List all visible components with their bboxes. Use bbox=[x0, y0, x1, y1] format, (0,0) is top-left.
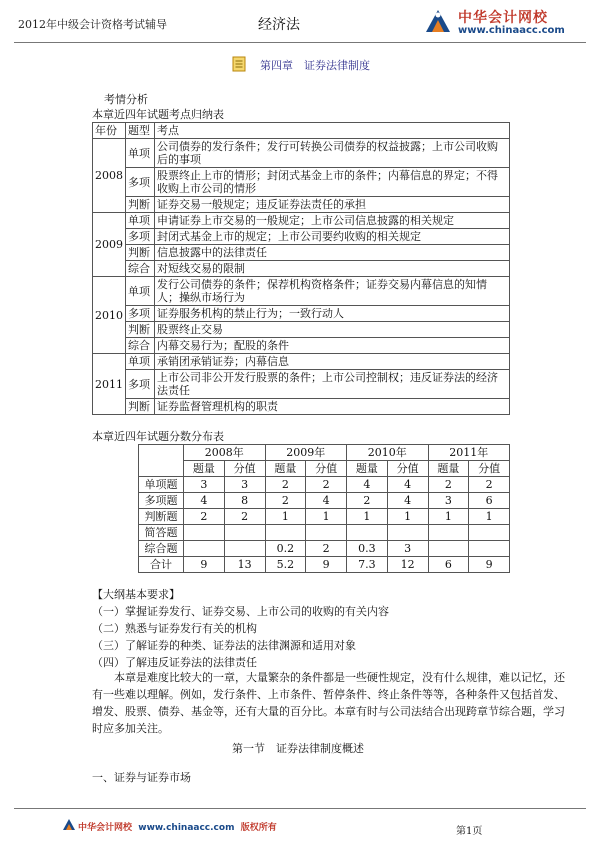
value-cell bbox=[387, 525, 428, 541]
table-row bbox=[93, 370, 510, 399]
exam-point-cell: 证券交易一般规定；违反证券法责任的承担 bbox=[155, 197, 510, 213]
value-cell bbox=[224, 525, 265, 541]
value-cell: 1 bbox=[387, 509, 428, 525]
value-cell bbox=[184, 541, 225, 557]
value-cell bbox=[347, 525, 388, 541]
value-cell: 0.3 bbox=[347, 541, 388, 557]
document-icon bbox=[232, 56, 246, 72]
value-cell bbox=[428, 525, 469, 541]
value-cell: 13 bbox=[224, 557, 265, 573]
count-header: 题量 bbox=[265, 461, 306, 477]
exam-point-cell: 证券监督管理机构的职责 bbox=[155, 399, 510, 415]
question-type-cell: 判断 bbox=[126, 197, 155, 213]
year-cell: 2009 bbox=[93, 213, 126, 277]
score-header: 分值 bbox=[306, 461, 347, 477]
value-cell: 1 bbox=[265, 509, 306, 525]
value-cell: 2 bbox=[265, 493, 306, 509]
outline-item: （四）了解违反证券法的法律责任 bbox=[92, 656, 257, 669]
question-type-cell: 多项 bbox=[126, 370, 155, 399]
row-label: 多项题 bbox=[139, 493, 184, 509]
year-header: 2011年 bbox=[428, 445, 510, 461]
question-type-cell: 单项 bbox=[126, 277, 155, 306]
table-row bbox=[93, 139, 510, 168]
value-cell: 2 bbox=[428, 477, 469, 493]
exam-point-cell: 信息披露中的法律责任 bbox=[155, 245, 510, 261]
value-cell bbox=[184, 525, 225, 541]
exam-points-table bbox=[92, 122, 510, 415]
table-row bbox=[93, 338, 510, 354]
value-cell: 1 bbox=[347, 509, 388, 525]
chapter-title: 第四章 证券法律制度 bbox=[260, 59, 370, 72]
value-cell: 4 bbox=[387, 477, 428, 493]
value-cell: 1 bbox=[428, 509, 469, 525]
footer-divider bbox=[14, 808, 586, 809]
value-cell bbox=[428, 541, 469, 557]
value-cell: 3 bbox=[428, 493, 469, 509]
value-cell: 3 bbox=[224, 477, 265, 493]
exam-point-cell: 上市公司非公开发行股票的条件；上市公司控制权；违反证券法的经济法责任 bbox=[155, 370, 510, 399]
table-row bbox=[93, 229, 510, 245]
footer-brand-name: 中华会计网校 bbox=[78, 823, 133, 833]
year-header: 年份 bbox=[93, 123, 126, 139]
value-cell bbox=[224, 541, 265, 557]
value-cell bbox=[469, 541, 510, 557]
footer-copyright: 版权所有 bbox=[240, 823, 277, 833]
table-row bbox=[93, 168, 510, 197]
value-cell: 2 bbox=[347, 493, 388, 509]
footer-brand-url: www.chinaacc.com bbox=[138, 823, 235, 833]
page-footer bbox=[0, 808, 600, 850]
paragraph-line: 本章是难度比较大的一章，大量繁杂的条件都是一些硬性规定，没有什么规律，难以记忆，还 bbox=[114, 671, 565, 684]
exam-point-cell: 对短线交易的限制 bbox=[155, 261, 510, 277]
exam-point-cell: 股票终止交易 bbox=[155, 322, 510, 338]
table-row bbox=[93, 197, 510, 213]
paragraph-line: 时应多加关注。 bbox=[92, 722, 169, 735]
outline-heading: 【大纲基本要求】 bbox=[92, 588, 180, 601]
year-cell: 2008 bbox=[93, 139, 126, 213]
row-label: 单项题 bbox=[139, 477, 184, 493]
value-cell: 2 bbox=[306, 541, 347, 557]
analysis-heading: 考情分析 bbox=[104, 93, 148, 106]
paragraph-line: 增发、股票、债券、基金等，还有大量的百分比。本章有时与公司法结合出现跨章节综合题，学习 bbox=[92, 705, 565, 718]
table-row bbox=[93, 322, 510, 338]
exam-point-cell: 发行公司债券的条件；保荐机构资格条件；证券交易内幕信息的知情人；操纵市场行为 bbox=[155, 277, 510, 306]
section-title: 第一节 证券法律制度概述 bbox=[232, 742, 364, 755]
table-row bbox=[93, 306, 510, 322]
year-header: 2008年 bbox=[184, 445, 266, 461]
year-header: 2010年 bbox=[347, 445, 429, 461]
table-row bbox=[93, 277, 510, 306]
page-number: 第1页 bbox=[456, 826, 483, 837]
row-label: 简答题 bbox=[139, 525, 184, 541]
question-type-cell: 综合 bbox=[126, 338, 155, 354]
question-type-cell: 单项 bbox=[126, 213, 155, 229]
score-header: 分值 bbox=[387, 461, 428, 477]
logo-name: 中华会计网校 bbox=[458, 10, 548, 26]
value-cell: 5.2 bbox=[265, 557, 306, 573]
subsection-title: 一、证券与证券市场 bbox=[92, 771, 191, 784]
value-cell: 4 bbox=[306, 493, 347, 509]
value-cell: 0.2 bbox=[265, 541, 306, 557]
table-row bbox=[139, 541, 510, 557]
table2-caption: 本章近四年试题分数分布表 bbox=[92, 430, 224, 443]
row-label: 综合题 bbox=[139, 541, 184, 557]
value-cell: 12 bbox=[387, 557, 428, 573]
year-header-row bbox=[139, 445, 510, 461]
value-cell: 3 bbox=[387, 541, 428, 557]
exam-point-cell: 股票终止上市的情形；封闭式基金上市的条件；内幕信息的界定；不得收购上市公司的情形 bbox=[155, 168, 510, 197]
value-cell: 4 bbox=[347, 477, 388, 493]
exam-point-cell: 申请证券上市交易的一般规定；上市公司信息披露的相关规定 bbox=[155, 213, 510, 229]
value-cell: 1 bbox=[469, 509, 510, 525]
value-cell: 2 bbox=[224, 509, 265, 525]
outline-item: （二）熟悉与证券发行有关的机构 bbox=[92, 622, 257, 635]
score-header: 分值 bbox=[224, 461, 265, 477]
year-cell: 2011 bbox=[93, 354, 126, 415]
question-type-cell: 判断 bbox=[126, 399, 155, 415]
value-cell bbox=[306, 525, 347, 541]
table-row bbox=[93, 261, 510, 277]
question-type-cell: 多项 bbox=[126, 229, 155, 245]
value-cell: 7.3 bbox=[347, 557, 388, 573]
table-row bbox=[139, 557, 510, 573]
header-divider bbox=[14, 42, 586, 43]
table-row bbox=[139, 525, 510, 541]
value-cell: 9 bbox=[306, 557, 347, 573]
count-header: 题量 bbox=[184, 461, 225, 477]
paragraph-line: 有一些难以理解。例如，发行条件、上市条件、暂停条件、终止条件等等，各种条件又包括首发、 bbox=[92, 688, 565, 701]
table-row bbox=[93, 213, 510, 229]
page-header bbox=[0, 0, 600, 48]
value-cell: 6 bbox=[428, 557, 469, 573]
header-course-title: 2012年中级会计资格考试辅导 bbox=[18, 18, 167, 31]
year-header: 2009年 bbox=[265, 445, 347, 461]
footer-logo-icon bbox=[62, 818, 76, 832]
brand-logo[interactable] bbox=[422, 4, 582, 42]
value-cell: 9 bbox=[469, 557, 510, 573]
value-cell: 2 bbox=[469, 477, 510, 493]
footer-brand[interactable] bbox=[78, 820, 277, 833]
table-row bbox=[93, 245, 510, 261]
value-cell: 9 bbox=[184, 557, 225, 573]
outline-item: （一）掌握证券发行、证券交易、上市公司的收购的有关内容 bbox=[92, 605, 389, 618]
question-type-cell: 判断 bbox=[126, 322, 155, 338]
type-header: 题型 bbox=[126, 123, 155, 139]
table-header-row bbox=[93, 123, 510, 139]
value-cell: 4 bbox=[184, 493, 225, 509]
year-cell: 2010 bbox=[93, 277, 126, 354]
score-header: 分值 bbox=[469, 461, 510, 477]
table-row bbox=[139, 477, 510, 493]
exam-point-cell: 公司债券的发行条件；发行可转换公司债券的权益披露；上市公司收购后的事项 bbox=[155, 139, 510, 168]
question-type-cell: 判断 bbox=[126, 245, 155, 261]
point-header: 考点 bbox=[155, 123, 510, 139]
question-type-cell: 多项 bbox=[126, 168, 155, 197]
exam-point-cell: 证券服务机构的禁止行为；一致行动人 bbox=[155, 306, 510, 322]
row-label: 合计 bbox=[139, 557, 184, 573]
logo-mark-icon bbox=[422, 6, 454, 38]
value-cell bbox=[265, 525, 306, 541]
value-cell: 2 bbox=[265, 477, 306, 493]
value-cell: 8 bbox=[224, 493, 265, 509]
table-row bbox=[93, 399, 510, 415]
table-row bbox=[139, 493, 510, 509]
exam-point-cell: 承销团承销证券；内幕信息 bbox=[155, 354, 510, 370]
table-row bbox=[93, 354, 510, 370]
outline-item: （三）了解证券的种类、证券法的法律渊源和适用对象 bbox=[92, 639, 356, 652]
table1-caption: 本章近四年试题考点归纳表 bbox=[92, 108, 224, 121]
corner-cell bbox=[139, 445, 184, 477]
count-header: 题量 bbox=[428, 461, 469, 477]
value-cell: 2 bbox=[306, 477, 347, 493]
value-cell: 3 bbox=[184, 477, 225, 493]
question-type-cell: 单项 bbox=[126, 139, 155, 168]
value-cell: 2 bbox=[184, 509, 225, 525]
value-cell bbox=[469, 525, 510, 541]
exam-point-cell: 内幕交易行为；配股的条件 bbox=[155, 338, 510, 354]
subheader-row bbox=[139, 461, 510, 477]
value-cell: 6 bbox=[469, 493, 510, 509]
question-type-cell: 多项 bbox=[126, 306, 155, 322]
logo-url: www.chinaacc.com bbox=[458, 25, 565, 36]
question-type-cell: 综合 bbox=[126, 261, 155, 277]
question-type-cell: 单项 bbox=[126, 354, 155, 370]
header-subject: 经济法 bbox=[258, 17, 300, 33]
row-label: 判断题 bbox=[139, 509, 184, 525]
score-distribution-table bbox=[138, 444, 510, 573]
value-cell: 1 bbox=[306, 509, 347, 525]
value-cell: 4 bbox=[387, 493, 428, 509]
count-header: 题量 bbox=[347, 461, 388, 477]
table-row bbox=[139, 509, 510, 525]
exam-point-cell: 封闭式基金上市的规定；上市公司要约收购的相关规定 bbox=[155, 229, 510, 245]
